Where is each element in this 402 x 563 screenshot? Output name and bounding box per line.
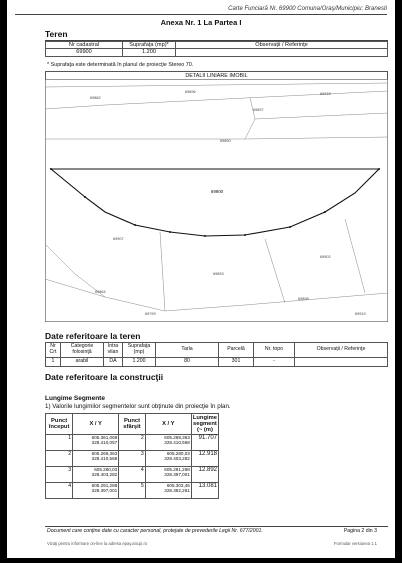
parcel-label: 69918 <box>320 92 331 96</box>
footer-disclaimer: Document care conţine date cu caracter personal, protejate de prevederile Legii Nr. 677/2001. <box>47 528 263 534</box>
boundary-point <box>134 224 136 226</box>
date-teren-cell-parcela: 301 <box>219 358 254 367</box>
parcel-label: 69864 <box>95 290 106 294</box>
parcel-label: 69902 <box>320 255 331 259</box>
segments-header-end: Punct sfârşit <box>119 414 146 435</box>
date-teren-cell-categorie: arabil <box>61 358 104 367</box>
date-teren-header-intravilan: Intra vilan <box>104 343 123 358</box>
date-teren-header-suprafata: Suprafaţa (mp) <box>123 343 156 358</box>
header-divider <box>15 14 387 15</box>
boundary-point <box>169 231 171 233</box>
date-teren-cell-tarla: 80 <box>156 358 219 367</box>
segment-end-coords: 605.291,288 328.397,001 <box>145 467 191 483</box>
boundary-point <box>204 235 206 237</box>
section-title-date-constructii: Date referitoare la construcţii <box>45 372 164 382</box>
date-teren-header-parcela: Parcelă <box>219 343 254 358</box>
parcel-label: 69919 <box>355 312 366 316</box>
segment-start-coords: 605.361,069 328.410,057 <box>73 435 119 451</box>
date-teren-header-categorie: Categorie folosinţă <box>61 343 104 358</box>
parcel-label: 69897 <box>253 108 264 112</box>
parcel-label: 69890 <box>220 139 231 143</box>
boundary-point <box>378 168 380 170</box>
page-number: Pagina 2 din 3 <box>343 528 377 534</box>
segment-row <box>46 451 219 467</box>
parcel-map <box>45 79 388 322</box>
segment-start-point: 4 <box>46 483 73 499</box>
date-teren-cell-nr-topo: - <box>254 358 295 367</box>
segment-start-point: 3 <box>46 467 73 483</box>
date-teren-header-tarla: Tarla <box>156 343 219 358</box>
segment-row <box>46 435 219 451</box>
boundary-point <box>289 226 291 228</box>
date-teren-cell-suprafata: 1.200 <box>123 358 156 367</box>
date-teren-cell-nr-crt: 1 <box>46 358 61 367</box>
footer-verify-note: Vizaţi pentru informare on-line la adresa epay.ancpi.ro <box>47 541 148 546</box>
segment-end-point: 4 <box>119 467 146 483</box>
segment-row <box>46 467 219 483</box>
segment-start-coords: 605.280,03 328.403,282 <box>73 467 119 483</box>
surface-note: * Suprafaţa este determinată în planul de proiecţie Stereo 70. <box>47 62 194 68</box>
segments-table <box>45 413 219 499</box>
parcel-label: 69799 <box>145 312 156 316</box>
form-version: Formular versiunea 1.1 <box>333 541 377 546</box>
page-title: Anexa Nr. 1 La Partea I <box>160 18 242 27</box>
date-teren-cell-observatii <box>295 358 388 367</box>
boundary-point <box>50 168 52 170</box>
teren-cell-nr-cadastral: 69900 <box>46 49 123 56</box>
teren-header-nr-cadastral: Nr cadastral <box>46 42 123 49</box>
header-reference: Carte Funciară Nr. 69900 Comuna/Oraş/Municipiu: Branesti <box>228 6 387 12</box>
segment-end-point: 2 <box>119 435 146 451</box>
segments-subtitle: 1) Valorile lungimilor segmentelor sunt obţinute din proiecţie în plan. <box>45 403 231 410</box>
segment-length: 12.892 <box>191 467 218 483</box>
date-teren-header-nr-crt: Nr Crt <box>46 343 61 358</box>
section-title-date-teren: Date referitoare la teren <box>45 331 141 341</box>
date-teren-table <box>45 342 388 367</box>
teren-header-observatii: Observaţii / Referinţe <box>176 42 388 49</box>
segments-header-length: Lungime segment (~ (m) <box>192 415 217 433</box>
segments-title: Lungime Segmente <box>45 395 105 402</box>
segments-header-start: Punct început <box>46 414 73 435</box>
footer-divider <box>45 526 388 527</box>
document-page <box>7 0 395 558</box>
teren-header-suprafata: Suprafaţa (mp)* <box>123 42 176 49</box>
parcel-label: 69907 <box>113 237 124 241</box>
map-frame <box>45 79 387 321</box>
boundary-point <box>324 211 326 213</box>
segment-length: 12.918 <box>191 451 218 467</box>
segments-header-end-xy: X / Y <box>145 414 191 435</box>
date-teren-header-observatii: Observaţii / Referinţe <box>295 343 388 358</box>
segment-end-point: 3 <box>119 451 146 467</box>
segments-header-start-xy: X / Y <box>73 414 119 435</box>
parcel-label: 69893 <box>213 272 224 276</box>
date-teren-header-nr-topo: Nr. topo <box>254 343 295 358</box>
segment-start-point: 1 <box>46 435 73 451</box>
segment-end-point: 5 <box>119 483 146 499</box>
teren-cell-observatii <box>176 49 388 56</box>
segment-start-coords: 605.269,363 328.410,568 <box>73 451 119 467</box>
parcel-label: 69898 <box>298 297 309 301</box>
boundary-point <box>244 234 246 236</box>
map-title: DETALII LINIARE IMOBIL <box>45 71 388 80</box>
segment-length: 91.707 <box>191 435 218 451</box>
parcel-label: 69882 <box>90 96 101 100</box>
segment-length: 13.081 <box>191 483 218 499</box>
section-title-teren: Teren <box>45 29 68 39</box>
segment-row <box>46 483 219 499</box>
segment-start-coords: 605.291,288 328.397,001 <box>73 483 119 499</box>
segment-end-coords: 605.280,03 328.403,282 <box>145 451 191 467</box>
parcel-label: 69896 <box>185 90 196 94</box>
parcel-label-subject: 69900 <box>210 189 224 194</box>
date-teren-cell-intravilan: DA <box>104 358 123 367</box>
segment-end-coords: 605.303,46 328.392,261 <box>145 483 191 499</box>
teren-cell-suprafata: 1.200 <box>123 49 176 56</box>
teren-table <box>45 41 388 57</box>
boundary-point <box>84 196 86 198</box>
segment-end-coords: 605.269,363 328.410,568 <box>145 435 191 451</box>
segment-start-point: 2 <box>46 451 73 467</box>
